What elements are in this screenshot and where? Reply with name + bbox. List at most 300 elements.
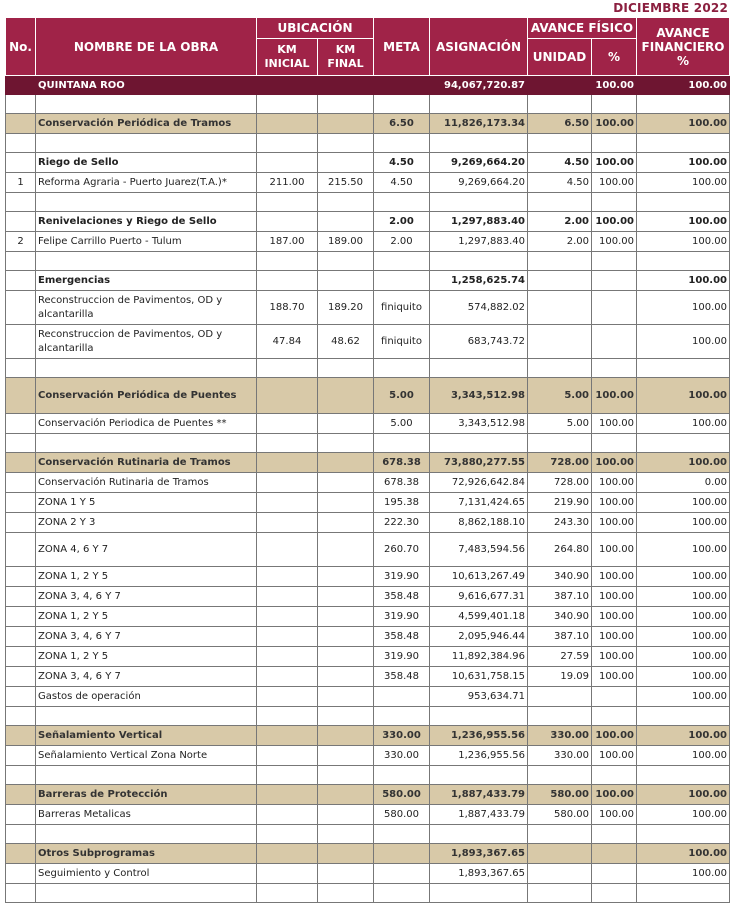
cell-unidad <box>528 844 592 864</box>
cell-pct: 100.00 <box>592 173 637 193</box>
cell-name: Emergencias <box>36 271 257 291</box>
cell-no <box>6 134 36 153</box>
cell-avance-financiero: 100.00 <box>637 687 730 707</box>
cell-km-inicial <box>257 805 318 825</box>
table-row <box>6 271 730 291</box>
cell-unidad: 728.00 <box>528 453 592 473</box>
cell-km-inicial <box>257 726 318 746</box>
cell-unidad: 4.50 <box>528 153 592 173</box>
cell-meta: 222.30 <box>374 513 430 533</box>
cell-km-inicial: 211.00 <box>257 173 318 193</box>
cell-pct: 100.00 <box>592 667 637 687</box>
table-row <box>6 453 730 473</box>
cell-meta: 358.48 <box>374 627 430 647</box>
cell-unidad <box>528 359 592 378</box>
cell-avance-financiero: 100.00 <box>637 212 730 232</box>
cell-avance-financiero: 100.00 <box>637 291 730 325</box>
cell-no <box>6 825 36 844</box>
cell-asignacion: 9,616,677.31 <box>430 587 528 607</box>
cell-km-final <box>318 607 374 627</box>
cell-pct: 100.00 <box>592 567 637 587</box>
cell-km-inicial <box>257 493 318 513</box>
table-row <box>6 726 730 746</box>
cell-meta: 330.00 <box>374 726 430 746</box>
cell-unidad: 340.90 <box>528 607 592 627</box>
cell-pct: 100.00 <box>592 232 637 252</box>
cell-km-final <box>318 193 374 212</box>
cell-no <box>6 567 36 587</box>
cell-unidad: 5.00 <box>528 378 592 414</box>
cell-km-final <box>318 76 374 95</box>
cell-avance-financiero: 100.00 <box>637 378 730 414</box>
cell-meta: 4.50 <box>374 173 430 193</box>
cell-pct: 100.00 <box>592 473 637 493</box>
cell-unidad <box>528 252 592 271</box>
table-row <box>6 746 730 766</box>
table-row <box>6 587 730 607</box>
cell-no <box>6 533 36 567</box>
table-row <box>6 567 730 587</box>
header-name: NOMBRE DE LA OBRA <box>36 18 257 76</box>
cell-meta <box>374 95 430 114</box>
cell-avance-financiero <box>637 825 730 844</box>
cell-meta: 330.00 <box>374 746 430 766</box>
cell-pct <box>592 325 637 359</box>
cell-unidad <box>528 76 592 95</box>
cell-asignacion: 4,599,401.18 <box>430 607 528 627</box>
cell-km-inicial <box>257 114 318 134</box>
cell-km-inicial: 47.84 <box>257 325 318 359</box>
cell-asignacion: 8,862,188.10 <box>430 513 528 533</box>
cell-name <box>36 884 257 903</box>
cell-asignacion: 3,343,512.98 <box>430 378 528 414</box>
cell-avance-financiero: 100.00 <box>637 114 730 134</box>
table-row <box>6 844 730 864</box>
cell-asignacion: 3,343,512.98 <box>430 414 528 434</box>
cell-km-inicial <box>257 884 318 903</box>
cell-km-final <box>318 587 374 607</box>
cell-km-inicial <box>257 746 318 766</box>
blank-row <box>6 766 730 785</box>
cell-pct: 100.00 <box>592 453 637 473</box>
cell-avance-financiero: 0.00 <box>637 473 730 493</box>
cell-unidad: 330.00 <box>528 746 592 766</box>
cell-unidad: 580.00 <box>528 805 592 825</box>
cell-meta: 580.00 <box>374 785 430 805</box>
cell-avance-financiero: 100.00 <box>637 746 730 766</box>
cell-pct <box>592 825 637 844</box>
cell-unidad <box>528 825 592 844</box>
cell-pct: 100.00 <box>592 114 637 134</box>
cell-name: Reconstruccion de Pavimentos, OD y alcantarilla <box>36 325 257 359</box>
cell-name <box>36 252 257 271</box>
cell-no <box>6 153 36 173</box>
table-row <box>6 513 730 533</box>
cell-name <box>36 95 257 114</box>
cell-km-final <box>318 766 374 785</box>
cell-km-inicial <box>257 825 318 844</box>
cell-no <box>6 271 36 291</box>
cell-meta <box>374 884 430 903</box>
cell-name: Barreras de Protección <box>36 785 257 805</box>
cell-pct <box>592 134 637 153</box>
cell-name: Seguimiento y Control <box>36 864 257 884</box>
cell-avance-financiero: 100.00 <box>637 325 730 359</box>
table-row <box>6 805 730 825</box>
cell-name <box>36 359 257 378</box>
cell-pct <box>592 707 637 726</box>
cell-avance-financiero: 100.00 <box>637 453 730 473</box>
cell-asignacion: 9,269,664.20 <box>430 153 528 173</box>
cell-pct: 100.00 <box>592 513 637 533</box>
cell-km-inicial <box>257 378 318 414</box>
cell-name: Riego de Sello <box>36 153 257 173</box>
cell-unidad <box>528 864 592 884</box>
header-avance-financiero: AVANCE FINANCIERO % <box>637 18 730 76</box>
cell-pct: 100.00 <box>592 805 637 825</box>
cell-km-final: 189.20 <box>318 291 374 325</box>
cell-km-inicial <box>257 533 318 567</box>
cell-avance-financiero: 100.00 <box>637 271 730 291</box>
cell-name: Señalamiento Vertical Zona Norte <box>36 746 257 766</box>
cell-avance-financiero: 100.00 <box>637 173 730 193</box>
header-ubicacion: UBICACIÓN <box>257 18 374 39</box>
cell-no <box>6 252 36 271</box>
cell-meta: 2.00 <box>374 212 430 232</box>
cell-no <box>6 212 36 232</box>
header-no: No. <box>6 18 36 76</box>
cell-avance-financiero <box>637 134 730 153</box>
cell-meta <box>374 844 430 864</box>
cell-asignacion: 10,631,758.15 <box>430 667 528 687</box>
cell-meta: 5.00 <box>374 378 430 414</box>
cell-km-inicial <box>257 587 318 607</box>
cell-no <box>6 434 36 453</box>
cell-unidad: 387.10 <box>528 627 592 647</box>
table-row <box>6 325 730 359</box>
cell-asignacion <box>430 252 528 271</box>
cell-no <box>6 114 36 134</box>
cell-unidad: 2.00 <box>528 232 592 252</box>
cell-pct <box>592 434 637 453</box>
cell-km-inicial <box>257 76 318 95</box>
cell-avance-financiero: 100.00 <box>637 493 730 513</box>
cell-name: ZONA 3, 4, 6 Y 7 <box>36 587 257 607</box>
cell-km-inicial <box>257 567 318 587</box>
cell-avance-financiero: 100.00 <box>637 627 730 647</box>
cell-meta: 678.38 <box>374 453 430 473</box>
header-unidad: UNIDAD <box>528 39 592 76</box>
cell-name: Conservación Periódica de Puentes <box>36 378 257 414</box>
cell-km-final <box>318 726 374 746</box>
cell-meta <box>374 271 430 291</box>
cell-name: ZONA 3, 4, 6 Y 7 <box>36 667 257 687</box>
cell-pct: 100.00 <box>592 607 637 627</box>
cell-asignacion <box>430 359 528 378</box>
cell-avance-financiero <box>637 193 730 212</box>
cell-meta: 319.90 <box>374 647 430 667</box>
cell-no <box>6 513 36 533</box>
cell-avance-financiero <box>637 884 730 903</box>
cell-avance-financiero: 100.00 <box>637 844 730 864</box>
cell-asignacion: 11,892,384.96 <box>430 647 528 667</box>
cell-no <box>6 687 36 707</box>
cell-name: Renivelaciones y Riego de Sello <box>36 212 257 232</box>
table-row <box>6 232 730 252</box>
cell-meta <box>374 825 430 844</box>
cell-no <box>6 359 36 378</box>
cell-avance-financiero: 100.00 <box>637 785 730 805</box>
cell-meta <box>374 766 430 785</box>
cell-no <box>6 95 36 114</box>
table-row <box>6 607 730 627</box>
cell-unidad: 219.90 <box>528 493 592 513</box>
cell-no <box>6 453 36 473</box>
cell-no <box>6 766 36 785</box>
cell-asignacion: 7,131,424.65 <box>430 493 528 513</box>
cell-avance-financiero <box>637 252 730 271</box>
cell-meta: 195.38 <box>374 493 430 513</box>
cell-no <box>6 291 36 325</box>
table-row <box>6 173 730 193</box>
table-header <box>6 18 730 76</box>
cell-no <box>6 785 36 805</box>
cell-no <box>6 647 36 667</box>
cell-km-final <box>318 271 374 291</box>
cell-name: Señalamiento Vertical <box>36 726 257 746</box>
cell-km-inicial <box>257 766 318 785</box>
table-row <box>6 864 730 884</box>
cell-meta <box>374 252 430 271</box>
cell-asignacion <box>430 766 528 785</box>
blank-row <box>6 884 730 903</box>
cell-km-inicial <box>257 607 318 627</box>
cell-asignacion: 574,882.02 <box>430 291 528 325</box>
cell-no <box>6 746 36 766</box>
cell-name <box>36 707 257 726</box>
cell-pct: 100.00 <box>592 746 637 766</box>
cell-unidad <box>528 271 592 291</box>
cell-pct: 100.00 <box>592 378 637 414</box>
cell-asignacion: 1,297,883.40 <box>430 212 528 232</box>
header-asignacion: ASIGNACIÓN <box>430 18 528 76</box>
cell-km-inicial <box>257 193 318 212</box>
table-row <box>6 114 730 134</box>
cell-km-final <box>318 114 374 134</box>
cell-unidad: 6.50 <box>528 114 592 134</box>
table-row <box>6 533 730 567</box>
cell-no <box>6 378 36 414</box>
cell-km-inicial <box>257 212 318 232</box>
cell-asignacion: 1,258,625.74 <box>430 271 528 291</box>
cell-pct: 100.00 <box>592 627 637 647</box>
cell-name: Conservación Rutinaria de Tramos <box>36 473 257 493</box>
table-row <box>6 414 730 434</box>
cell-asignacion: 1,236,955.56 <box>430 746 528 766</box>
cell-meta <box>374 434 430 453</box>
cell-no <box>6 707 36 726</box>
cell-meta: 2.00 <box>374 232 430 252</box>
cell-km-inicial <box>257 707 318 726</box>
table-body <box>6 76 730 903</box>
cell-meta: finiquito <box>374 291 430 325</box>
cell-name: Barreras Metalicas <box>36 805 257 825</box>
table-row <box>6 76 730 95</box>
cell-name <box>36 766 257 785</box>
cell-pct <box>592 193 637 212</box>
table-row <box>6 212 730 232</box>
cell-name: QUINTANA ROO <box>36 76 257 95</box>
cell-asignacion <box>430 193 528 212</box>
cell-unidad: 243.30 <box>528 513 592 533</box>
blank-row <box>6 193 730 212</box>
cell-km-final <box>318 359 374 378</box>
cell-name: ZONA 1, 2 Y 5 <box>36 567 257 587</box>
cell-meta: 4.50 <box>374 153 430 173</box>
cell-unidad <box>528 766 592 785</box>
cell-km-final <box>318 513 374 533</box>
cell-avance-financiero: 100.00 <box>637 76 730 95</box>
cell-km-inicial <box>257 434 318 453</box>
cell-km-final <box>318 378 374 414</box>
cell-km-final <box>318 252 374 271</box>
cell-name <box>36 434 257 453</box>
cell-pct <box>592 766 637 785</box>
cell-pct: 100.00 <box>592 153 637 173</box>
cell-name <box>36 193 257 212</box>
report-date: DICIEMBRE 2022 <box>613 1 728 15</box>
cell-km-final: 215.50 <box>318 173 374 193</box>
cell-pct <box>592 291 637 325</box>
cell-km-final <box>318 864 374 884</box>
cell-km-inicial <box>257 785 318 805</box>
cell-asignacion: 1,893,367.65 <box>430 844 528 864</box>
cell-name: ZONA 4, 6 Y 7 <box>36 533 257 567</box>
cell-no <box>6 844 36 864</box>
cell-pct <box>592 252 637 271</box>
cell-unidad <box>528 134 592 153</box>
cell-avance-financiero: 100.00 <box>637 153 730 173</box>
cell-name: ZONA 2 Y 3 <box>36 513 257 533</box>
cell-asignacion: 9,269,664.20 <box>430 173 528 193</box>
cell-no <box>6 607 36 627</box>
cell-unidad <box>528 325 592 359</box>
cell-km-final <box>318 667 374 687</box>
cell-name: ZONA 1, 2 Y 5 <box>36 607 257 627</box>
table-row <box>6 647 730 667</box>
cell-name <box>36 134 257 153</box>
cell-pct <box>592 359 637 378</box>
cell-name: ZONA 1, 2 Y 5 <box>36 647 257 667</box>
cell-no <box>6 884 36 903</box>
cell-name: ZONA 1 Y 5 <box>36 493 257 513</box>
cell-name: Gastos de operación <box>36 687 257 707</box>
cell-asignacion: 94,067,720.87 <box>430 76 528 95</box>
cell-meta: 319.90 <box>374 607 430 627</box>
cell-km-inicial <box>257 667 318 687</box>
blank-row <box>6 252 730 271</box>
cell-asignacion: 1,887,433.79 <box>430 805 528 825</box>
cell-pct: 100.00 <box>592 212 637 232</box>
cell-avance-financiero: 100.00 <box>637 726 730 746</box>
cell-asignacion: 10,613,267.49 <box>430 567 528 587</box>
cell-pct: 100.00 <box>592 785 637 805</box>
cell-km-inicial <box>257 687 318 707</box>
cell-asignacion: 72,926,642.84 <box>430 473 528 493</box>
cell-avance-financiero <box>637 95 730 114</box>
cell-unidad: 387.10 <box>528 587 592 607</box>
cell-asignacion <box>430 825 528 844</box>
cell-km-final <box>318 825 374 844</box>
cell-pct: 100.00 <box>592 533 637 567</box>
cell-km-inicial <box>257 153 318 173</box>
header-km-inicial: KM INICIAL <box>257 39 318 76</box>
cell-km-final <box>318 533 374 567</box>
blank-row <box>6 825 730 844</box>
works-table <box>5 17 730 903</box>
cell-asignacion: 11,826,173.34 <box>430 114 528 134</box>
cell-pct: 100.00 <box>592 647 637 667</box>
cell-km-final <box>318 493 374 513</box>
cell-km-final <box>318 134 374 153</box>
cell-km-inicial: 188.70 <box>257 291 318 325</box>
cell-meta: 358.48 <box>374 587 430 607</box>
cell-name: Felipe Carrillo Puerto - Tulum <box>36 232 257 252</box>
cell-avance-financiero: 100.00 <box>637 414 730 434</box>
cell-no <box>6 325 36 359</box>
cell-asignacion: 1,887,433.79 <box>430 785 528 805</box>
blank-row <box>6 134 730 153</box>
cell-meta: 260.70 <box>374 533 430 567</box>
table-row <box>6 687 730 707</box>
table-row <box>6 627 730 647</box>
cell-meta <box>374 193 430 212</box>
cell-asignacion: 73,880,277.55 <box>430 453 528 473</box>
cell-avance-financiero: 100.00 <box>637 533 730 567</box>
cell-unidad: 264.80 <box>528 533 592 567</box>
cell-km-final <box>318 95 374 114</box>
cell-pct <box>592 864 637 884</box>
cell-asignacion <box>430 884 528 903</box>
cell-no: 2 <box>6 232 36 252</box>
cell-km-inicial <box>257 414 318 434</box>
cell-asignacion: 683,743.72 <box>430 325 528 359</box>
cell-no <box>6 193 36 212</box>
header-km-final: KM FINAL <box>318 39 374 76</box>
cell-meta <box>374 687 430 707</box>
cell-meta: finiquito <box>374 325 430 359</box>
cell-name <box>36 825 257 844</box>
cell-meta <box>374 707 430 726</box>
cell-km-inicial <box>257 134 318 153</box>
cell-asignacion: 1,893,367.65 <box>430 864 528 884</box>
cell-meta: 5.00 <box>374 414 430 434</box>
cell-asignacion: 2,095,946.44 <box>430 627 528 647</box>
cell-km-final <box>318 805 374 825</box>
cell-avance-financiero: 100.00 <box>637 805 730 825</box>
cell-avance-financiero: 100.00 <box>637 232 730 252</box>
cell-avance-financiero <box>637 434 730 453</box>
cell-km-inicial <box>257 647 318 667</box>
cell-unidad: 728.00 <box>528 473 592 493</box>
cell-km-final <box>318 414 374 434</box>
cell-no <box>6 76 36 95</box>
cell-km-inicial <box>257 453 318 473</box>
cell-pct: 100.00 <box>592 414 637 434</box>
cell-km-final <box>318 707 374 726</box>
blank-row <box>6 434 730 453</box>
header-avance-fisico: AVANCE FÍSICO <box>528 18 637 39</box>
